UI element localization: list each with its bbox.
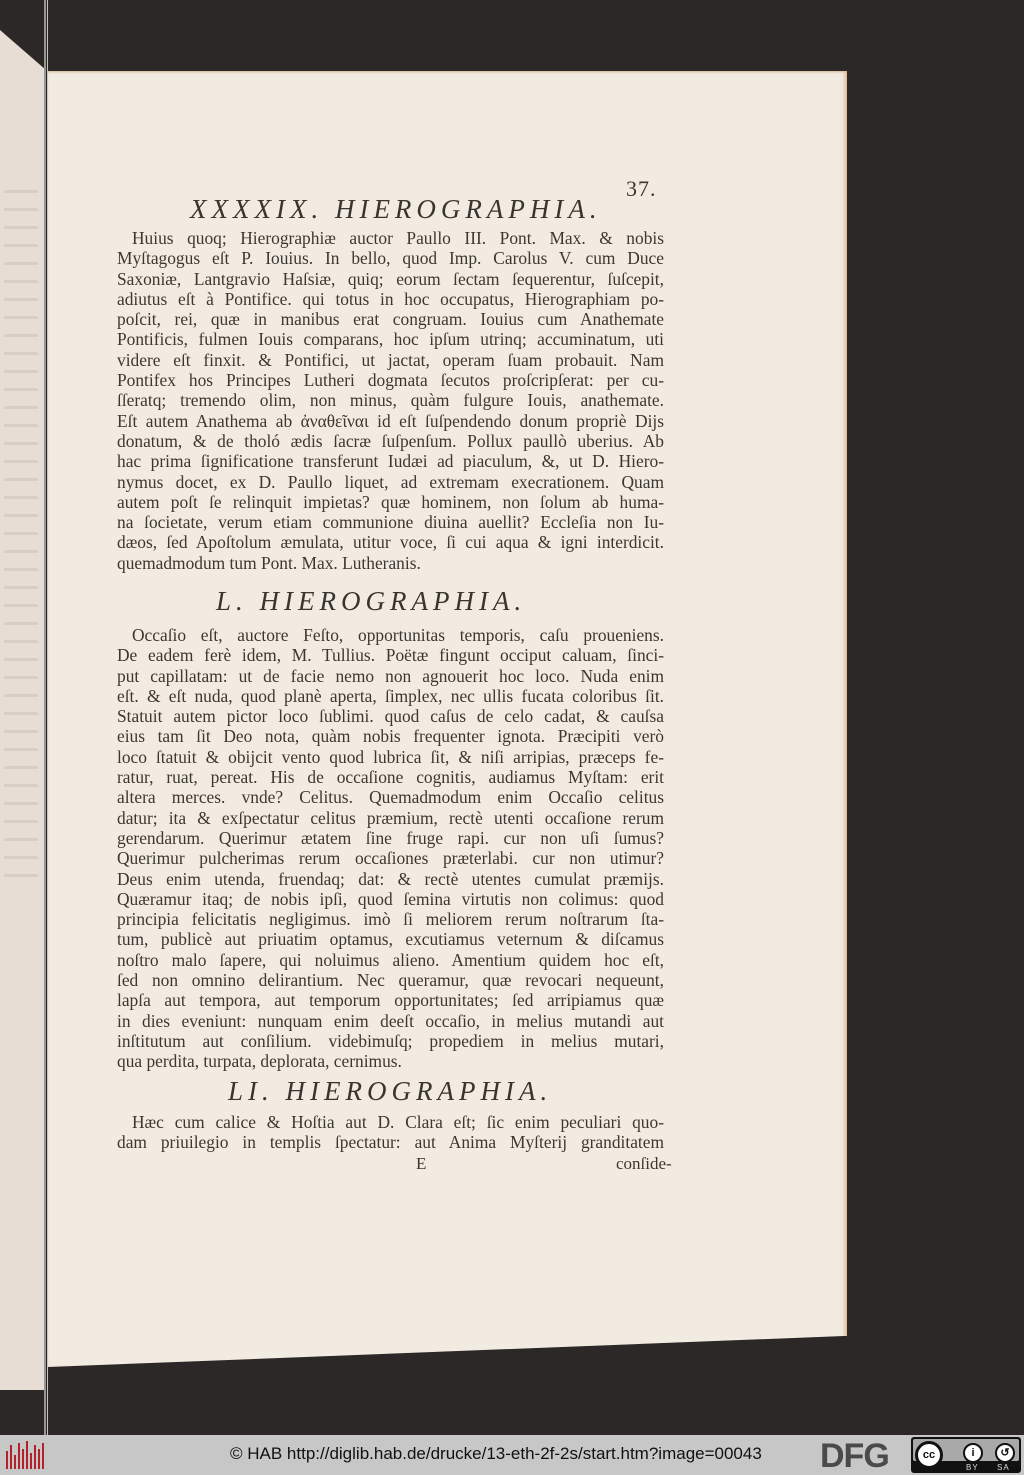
section-heading-l: L. HIEROGRAPHIA.: [216, 586, 527, 616]
text-line: tum, publicè aut priuatim optamus, excutiamus veternum & diſcamus: [117, 929, 664, 950]
signature-mark: E: [416, 1154, 427, 1173]
text-line: De eadem ferè idem, M. Tullius. Poëtæ fingunt occiput caluam, ſinci-: [117, 645, 664, 666]
text-line: lapſa aut tempora, aut temporum opportunitates; ſed arripiamus quæ: [117, 990, 664, 1011]
text-line: nymus docet, ex D. Paullo liquet, ad extremam execrationem. Quam: [117, 471, 664, 492]
text-line: in dies eveniunt: nunquam enim deeſt occaſio, in melius mutandi aut: [117, 1010, 664, 1031]
text-line: na ſocietate, verum etiam communione diuina auellit? Eccleſia non Iu-: [117, 512, 664, 533]
text-line: Quæramur itaq; de nobis ipſi, quod ſemina virtutis non colimus: quod: [117, 888, 664, 909]
text-line: eius tam ſit Deo nota, quàm nobis frequenter ignota. Præcipiti verò: [117, 726, 664, 747]
text-line: Huius quoq; Hierographiæ auctor Paullo III. Pont. Max. & nobis: [132, 228, 664, 248]
dfg-logo[interactable]: DFG: [820, 1437, 889, 1475]
text-line: principia felicitatis negligimus. imò ſi meliorem rerum noſtrarum ſta-: [117, 909, 664, 930]
text-line: Myſtagogus eſt P. Iouius. In bello, quod Imp. Carolus V. cum Duce: [117, 248, 664, 269]
text-line: autem poſt ſe relinquit impietas? quæ hominem, non ſolum ab huma-: [117, 491, 664, 512]
text-line: eſt. & eſt nuda, quod planè aperta, ſimplex, nec ullis fucata coloribus ſit.: [117, 685, 664, 706]
copyright-link[interactable]: © HAB http://diglib.hab.de/drucke/13-eth-2f-2s/start.htm?image=00043: [230, 1444, 762, 1463]
text-line: hac prima ſignificatione transferunt Iudæi ad piaculum, &, ut D. Hiero-: [117, 451, 664, 472]
text-line: quemadmodum tum Pont. Max. Lutheranis.: [117, 552, 421, 573]
text-line: Pontificis, fulmen Iouis comparans, hoc ipſum utrinq; accuminatum, uti: [117, 329, 664, 350]
text-line: Saxoniæ, Lantgravio Haſsiæ, quiq; eorum ſectam ſequerentur, ſuſcepit,: [117, 268, 664, 289]
by-label: BY: [966, 1463, 979, 1472]
cc-by-sa-license-badge[interactable]: [911, 1437, 1021, 1473]
attribution-icon: i: [963, 1443, 983, 1463]
section-heading-li: LI. HIEROGRAPHIA.: [228, 1076, 553, 1106]
text-line: poſcit, rei, quæ in manibus erat congruam. Iouius cum Anathemate: [117, 309, 664, 330]
gutter-line: [44, 0, 46, 1435]
text-line: Eſt autem Anathema ab ἀναθεῖναι id eſt ſuſpendendo donum propriè Dijs: [117, 410, 664, 431]
cc-icon: cc: [915, 1441, 943, 1469]
text-line: Pontifex hos Principes Lutheri dogmata ſecutos proſcripſerat: per cu-: [117, 370, 664, 391]
section-body-xxxxix: [117, 228, 664, 573]
text-line: noſtro malo ſapere, qui noluimus alieno. Amentium quidem hoc eſt,: [117, 949, 664, 970]
text-line: Deus enim utenda, fruendaq; dat: & rectè utentes cumulat præmijs.: [117, 868, 664, 889]
text-line: altera merces. vnde? Celitus. Quemadmodum enim Occaſio celitus: [117, 787, 664, 808]
text-line: Hæc cum calice & Hoſtia aut D. Clara eſt; ſic enim peculiari quo-: [132, 1112, 664, 1132]
sa-label: SA: [997, 1463, 1010, 1472]
footer-bar: [0, 1435, 1024, 1475]
section-body-l: [117, 625, 664, 1072]
gutter-line-secondary: [47, 0, 48, 1435]
text-line: Occaſio eſt, auctore Feſto, opportunitas temporis, caſu proueniens.: [132, 625, 664, 645]
section-heading-xxxxix: XXXXIX. HIEROGRAPHIA.: [190, 194, 602, 224]
text-line: datur; ita & exſpectatur celitus præmium, rectè utenti occaſione rerum: [117, 807, 664, 828]
text-line: ratur, ruat, pereat. His de occaſione cognitis, audiamus Myſtam: erit: [117, 767, 664, 788]
text-line: Statuit autem pictor loco ſublimi. quod caſus de celo cadat, & cauſsa: [117, 706, 664, 727]
text-line: loco ſtatuit & obijcit vento quod lubrica ſit, & niſi arripias, præceps fe-: [117, 746, 664, 767]
text-line: put capillatam: ut de facie nemo non agnouerit hoc loco. Nuda enim: [117, 665, 664, 686]
page-number: 37.: [626, 176, 657, 201]
text-line: ſſeratq; tremendo olim, non minus, quàm fulgure Iouis, anathemate.: [117, 390, 664, 411]
text-line: qua perdita, turpata, deplorata, cernimus.: [117, 1051, 402, 1072]
text-line: dam priuilegio in templis ſpectatur: aut Anima Myſterij granditatem: [117, 1132, 664, 1153]
share-alike-icon: ↺: [995, 1443, 1015, 1463]
text-line: dæos, ſed Apoſtolum æmulata, utitur voce, ſi cui aqua & igni interdicit.: [117, 532, 664, 553]
text-line: inſtitutum aut conſilium. videbimuſq; propediem in melius mutari,: [117, 1030, 664, 1051]
section-body-li: [117, 1112, 664, 1153]
catchword: conſide-: [616, 1154, 672, 1173]
text-line: donatum, & de tholó ædis ſacræ ſuſpenſum. Pollux paullò uberius. Ab: [117, 430, 664, 451]
text-line: ſed non omnino delirantium. Nec queramur, quæ revocari nequeunt,: [117, 970, 664, 991]
text-line: videre eſt finxit. & Pontifici, ut jactat, operam ſuam probauit. Nam: [117, 349, 664, 370]
facing-page-edge: [0, 30, 46, 1390]
bleed-through-text: [4, 190, 38, 890]
text-line: adiutus eſt à Pontifice. qui totus in hoc occupatus, Hierographiam po-: [117, 288, 664, 309]
text-line: Querimur pulcherimas rerum occaſiones præterlabi. cur non utimur?: [117, 848, 664, 869]
hab-logo-icon[interactable]: [6, 1441, 46, 1469]
text-line: gerendarum. Querimur ætatem ſine fruge rapi. cur non uſi ſumus?: [117, 827, 664, 848]
